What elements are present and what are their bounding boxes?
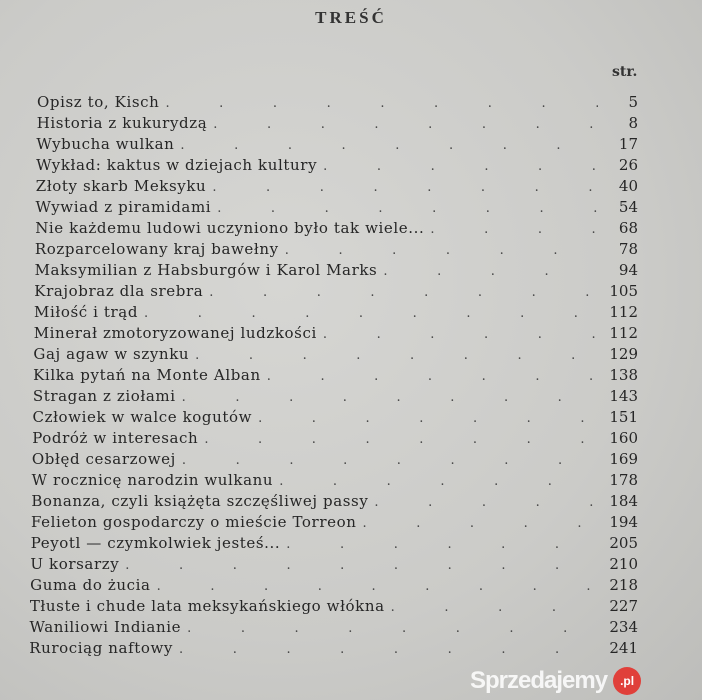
dot-leader xyxy=(267,366,598,387)
entry-page: 218 xyxy=(609,576,638,594)
dot-leader xyxy=(144,303,598,324)
dot-leader xyxy=(213,114,598,135)
entry-title: Maksymilian z Habsburgów i Karol Marks xyxy=(34,261,378,279)
entry-page: 151 xyxy=(609,408,638,426)
entry-page: 40 xyxy=(618,177,638,195)
toc-entry xyxy=(34,323,638,344)
toc-entry xyxy=(33,407,639,428)
entry-page: 17 xyxy=(618,135,638,153)
toc-entry xyxy=(31,512,638,533)
toc-entry xyxy=(31,491,638,512)
dot-leader xyxy=(391,597,598,618)
entry-page: 5 xyxy=(628,93,638,111)
toc-entry xyxy=(36,155,638,176)
dot-leader xyxy=(209,282,598,303)
toc-entry xyxy=(36,176,638,197)
dot-leader xyxy=(383,261,598,282)
entry-title: Gaj agaw w szynku xyxy=(33,345,190,363)
toc-entry xyxy=(35,260,638,281)
watermark-text: Sprzedajemy xyxy=(470,667,608,694)
entry-page: 105 xyxy=(609,282,638,300)
watermark-badge: .pl xyxy=(613,667,641,695)
entry-page: 169 xyxy=(609,450,638,468)
entry-page: 138 xyxy=(609,366,638,384)
toc-entry xyxy=(36,134,638,155)
dot-leader xyxy=(212,177,598,198)
entry-title: Bonanza, czyli książęta szczęśliwej passy xyxy=(31,492,369,510)
entry-page: 184 xyxy=(609,492,638,510)
dot-leader xyxy=(279,471,598,492)
dot-leader xyxy=(258,408,598,429)
entry-page: 8 xyxy=(628,114,638,132)
toc-list xyxy=(29,92,638,659)
entry-title: Kilka pytań na Monte Alban xyxy=(33,366,261,384)
dot-leader xyxy=(182,450,598,471)
entry-page: 112 xyxy=(609,324,638,342)
dot-leader xyxy=(187,618,598,639)
entry-title: Opisz to, Kisch xyxy=(37,93,160,111)
entry-title: Felieton gospodarczy o mieście Torreon xyxy=(31,513,357,531)
entry-title: Nie każdemu ludowi uczyniono było tak wiele... xyxy=(35,219,425,237)
entry-title: Historia z kukurydzą xyxy=(36,114,208,132)
toc-entry xyxy=(33,365,638,386)
dot-leader xyxy=(180,135,598,156)
toc-entry xyxy=(33,386,638,407)
toc-entry xyxy=(34,302,638,323)
entry-page: 210 xyxy=(609,555,638,573)
toc-entry xyxy=(30,617,639,638)
page-column-header: str. xyxy=(612,64,638,80)
entry-page: 112 xyxy=(609,303,638,321)
entry-page: 54 xyxy=(618,198,638,216)
entry-title: Miłość i trąd xyxy=(34,303,139,321)
toc-entry xyxy=(29,638,638,659)
entry-title: Złoty skarb Meksyku xyxy=(35,177,207,195)
dot-leader xyxy=(157,576,598,597)
entry-title: Podróż w interesach xyxy=(32,429,199,447)
entry-page: 160 xyxy=(609,429,638,447)
dot-leader xyxy=(179,639,598,660)
dot-leader xyxy=(125,555,598,576)
dot-leader xyxy=(217,198,598,219)
entry-page: 194 xyxy=(609,513,638,531)
dot-leader xyxy=(362,513,598,534)
toc-entry xyxy=(32,449,638,470)
entry-page: 78 xyxy=(618,240,638,258)
dot-leader xyxy=(204,429,598,450)
toc-entry xyxy=(30,554,638,575)
toc-entry xyxy=(31,533,638,554)
dot-leader xyxy=(374,492,598,513)
toc-entry xyxy=(36,197,639,218)
entry-title: Krajobraz dla srebra xyxy=(34,282,204,300)
entry-title: Minerał zmotoryzowanej ludzkości xyxy=(33,324,317,342)
entry-title: Rozparcelowany kraj bawełny xyxy=(34,240,279,258)
toc-entry xyxy=(32,428,638,449)
toc-entry xyxy=(35,239,638,260)
toc-entry xyxy=(37,92,638,113)
entry-title: Guma do żucia xyxy=(30,576,151,594)
entry-title: Stragan z ziołami xyxy=(32,387,176,405)
entry-page: 234 xyxy=(609,618,638,636)
dot-leader xyxy=(165,93,598,114)
toc-entry xyxy=(33,344,638,365)
toc-entry xyxy=(35,218,638,239)
entry-page: 205 xyxy=(609,534,638,552)
entry-page: 227 xyxy=(609,597,638,615)
entry-title: Wybucha wulkan xyxy=(36,135,175,153)
toc-entry xyxy=(37,113,638,134)
toc-entry xyxy=(34,281,638,302)
dot-leader xyxy=(430,219,598,240)
dot-leader xyxy=(195,345,598,366)
page-title: TREŚĆ xyxy=(315,8,387,27)
entry-page: 68 xyxy=(618,219,638,237)
entry-page: 94 xyxy=(618,261,638,279)
toc-entry xyxy=(30,596,638,617)
dot-leader xyxy=(323,156,598,177)
entry-title: Waniliowi Indianie xyxy=(29,618,182,636)
entry-page: 26 xyxy=(618,156,638,174)
dot-leader xyxy=(323,324,598,345)
dot-leader xyxy=(182,387,598,408)
entry-title: W rocznicę narodzin wulkanu xyxy=(31,471,274,489)
toc-entry xyxy=(30,575,638,596)
dot-leader xyxy=(285,240,598,261)
entry-title: Wywiad z piramidami xyxy=(35,198,212,216)
entry-title: Rurociąg naftowy xyxy=(29,639,173,657)
entry-page: 178 xyxy=(609,471,638,489)
dot-leader xyxy=(286,534,598,555)
entry-title: Peyotl — czymkolwiek jesteś... xyxy=(30,534,281,552)
entry-page: 143 xyxy=(609,387,638,405)
entry-title: Tłuste i chude lata meksykańskiego włókna xyxy=(29,597,385,615)
entry-title: Wykład: kaktus w dziejach kultury xyxy=(36,156,318,174)
entry-page: 129 xyxy=(609,345,638,363)
entry-title: Obłęd cesarzowej xyxy=(31,450,176,468)
entry-title: Człowiek w walce kogutów xyxy=(32,408,253,426)
entry-title: U korsarzy xyxy=(30,555,120,573)
entry-page: 241 xyxy=(609,639,638,657)
toc-entry xyxy=(32,470,638,491)
watermark-logo xyxy=(470,666,641,696)
